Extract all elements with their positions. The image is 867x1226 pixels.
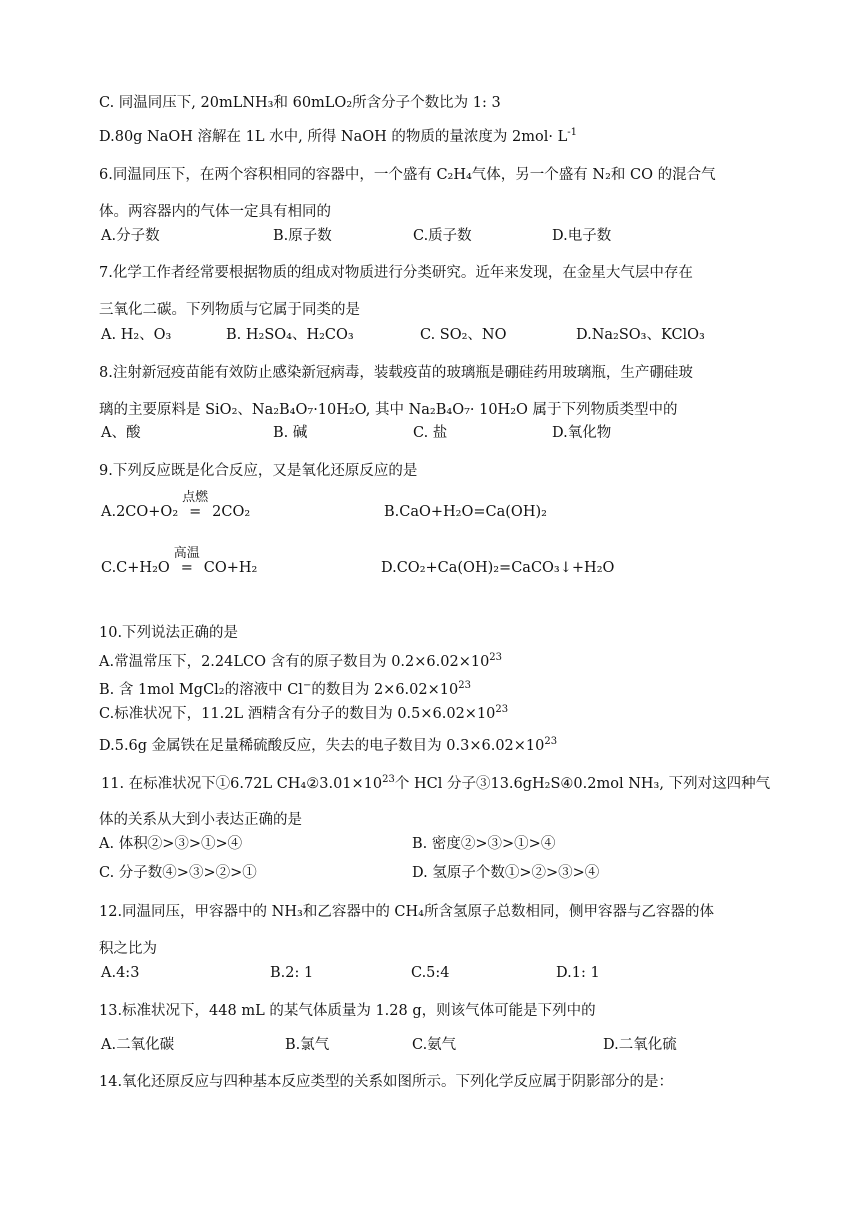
q10-option-b-text-rest: 的数目为 2×6.02×10	[311, 682, 459, 698]
q7-option-b: B. H₂SO₄、H₂CO₃	[226, 327, 354, 343]
q9-option-c-equals: =	[180, 560, 193, 576]
q7-option-c: C. SO₂、NO	[420, 327, 507, 343]
q9-option-b: B.CaO+H₂O=Ca(OH)₂	[384, 504, 547, 520]
q10-option-a	[99, 652, 503, 670]
q9-option-c-reactants: C.C+H₂O	[101, 560, 170, 576]
q10-option-d-exponent: 23	[544, 736, 558, 748]
q11-option-d: D. 氢原子个数①>②>③>④	[412, 865, 600, 881]
q11-stem-exponent: 23	[382, 774, 395, 786]
q12-stem-line2: 积之比为	[99, 941, 157, 957]
q13-option-b: B.氯气	[285, 1037, 330, 1053]
q9-option-a-reactants: A.2CO+O₂	[101, 504, 179, 520]
q11-option-c: C. 分子数④>③>②>①	[99, 865, 257, 881]
q9-option-a-condition: 点燃	[182, 490, 209, 505]
q14-stem: 14.氧化还原反应与四种基本反应类型的关系如图所示。下列化学反应属于阴影部分的是：	[99, 1074, 674, 1090]
q8-option-d: D.氧化物	[552, 425, 612, 441]
q10-option-d-text: D.5.6g 金属铁在足量稀硫酸反应，失去的电子数目为 0.3×6.02×10	[99, 738, 545, 754]
q9-option-a	[101, 490, 251, 520]
q5-option-d-exponent: -1	[567, 127, 577, 139]
q12-option-a: A.4:3	[101, 965, 140, 981]
q6-option-c: C.质子数	[413, 228, 472, 244]
q10-option-b-text: B. 含 1mol MgCl₂的溶液中 Cl	[99, 682, 303, 698]
q13-option-a: A.二氧化碳	[101, 1037, 175, 1053]
q5-option-d-text: D.80g NaOH 溶解在 1L 水中, 所得 NaOH 的物质的量浓度为 2mol· L	[99, 129, 568, 145]
q9-option-c	[101, 546, 258, 576]
q10-option-a-text: A.常温常压下，2.24LCO 含有的原子数目为 0.2×6.02×10	[99, 654, 490, 670]
q12-option-d: D.1: 1	[556, 965, 600, 981]
q10-option-c-text: C.标准状况下，11.2L 酒精含有分子的数目为 0.5×6.02×10	[99, 706, 496, 722]
q13-option-d: D.二氧化硫	[603, 1037, 677, 1053]
q8-option-c: C. 盐	[413, 425, 448, 441]
q11-option-a: A. 体积②>③>①>④	[99, 836, 243, 852]
q10-stem: 10.下列说法正确的是	[99, 625, 239, 641]
q8-stem-line1: 8.注射新冠疫苗能有效防止感染新冠病毒，装载疫苗的玻璃瓶是硼硅药用玻璃瓶，生产硼硅玻	[99, 365, 693, 381]
q11-stem-line2: 体的关系从大到小表达正确的是	[99, 812, 302, 828]
q12-stem-line1: 12.同温同压，甲容器中的 NH₃和乙容器中的 CH₄所含氢原子总数相同，侧甲容器与乙容器的体	[99, 904, 714, 920]
q6-option-d: D.电子数	[552, 228, 612, 244]
q10-option-b-exponent: 23	[458, 680, 471, 692]
q7-stem-line1: 7.化学工作者经常要根据物质的组成对物质进行分类研究。近年来发现，在金星大气层中存在	[99, 265, 693, 281]
q6-stem-line1: 6.同温同压下，在两个容积相同的容器中，一个盛有 C₂H₄气体，另一个盛有 N₂和 CO 的混合气	[99, 167, 716, 183]
q5-option-d	[99, 127, 577, 145]
q7-stem-line2: 三氧化二碳。下列物质与它属于同类的是	[99, 302, 360, 318]
q11-stem-text-a: 11. 在标准状况下①6.72L CH₄②3.01×10	[101, 776, 383, 792]
q5-option-c: C. 同温同压下, 20mLNH₃和 60mLO₂所含分子个数比为 1: 3	[99, 95, 501, 111]
q8-option-b: B. 碱	[273, 425, 308, 441]
q9-option-a-equals: =	[189, 504, 202, 520]
q10-option-d	[99, 736, 558, 754]
q8-stem-line2: 璃的主要原料是 SiO₂、Na₂B₄O₇·10H₂O, 其中 Na₂B₄O₇· 10H₂O 属于下列物质类型中的	[99, 402, 678, 418]
q10-option-c-exponent: 23	[495, 704, 509, 716]
q12-option-c: C.5:4	[411, 965, 450, 981]
q10-option-b-charge: −	[302, 680, 312, 692]
q8-option-a: A、酸	[101, 425, 141, 441]
q10-option-b	[99, 680, 471, 698]
q9-option-c-products: CO+H₂	[203, 560, 258, 576]
q10-option-a-exponent: 23	[489, 652, 503, 664]
q11-stem-line1	[101, 774, 771, 792]
q9-stem: 9.下列反应既是化合反应，又是氧化还原反应的是	[99, 463, 418, 479]
q6-option-b: B.原子数	[273, 228, 332, 244]
q13-stem: 13.标准状况下，448 mL 的某气体质量为 1.28 g，则该气体可能是下列中的	[99, 1003, 596, 1019]
q11-stem-text-b: 个 HCl 分子③13.6gH₂S④0.2mol NH₃, 下列对这四种气	[394, 776, 771, 792]
q9-option-a-products: 2CO₂	[212, 504, 251, 520]
q6-stem-line2: 体。两容器内的气体一定具有相同的	[99, 204, 331, 220]
q11-option-b: B. 密度②>③>①>④	[412, 836, 556, 852]
q13-option-c: C.氨气	[412, 1037, 457, 1053]
q7-option-a: A. H₂、O₃	[101, 327, 172, 343]
q9-option-d: D.CO₂+Ca(OH)₂=CaCO₃↓+H₂O	[381, 560, 615, 576]
q10-option-c	[99, 704, 509, 722]
q7-option-d: D.Na₂SO₃、KClO₃	[576, 327, 705, 343]
q12-option-b: B.2: 1	[270, 965, 314, 981]
q6-option-a: A.分子数	[101, 228, 160, 244]
q9-option-c-condition: 高温	[173, 546, 200, 561]
